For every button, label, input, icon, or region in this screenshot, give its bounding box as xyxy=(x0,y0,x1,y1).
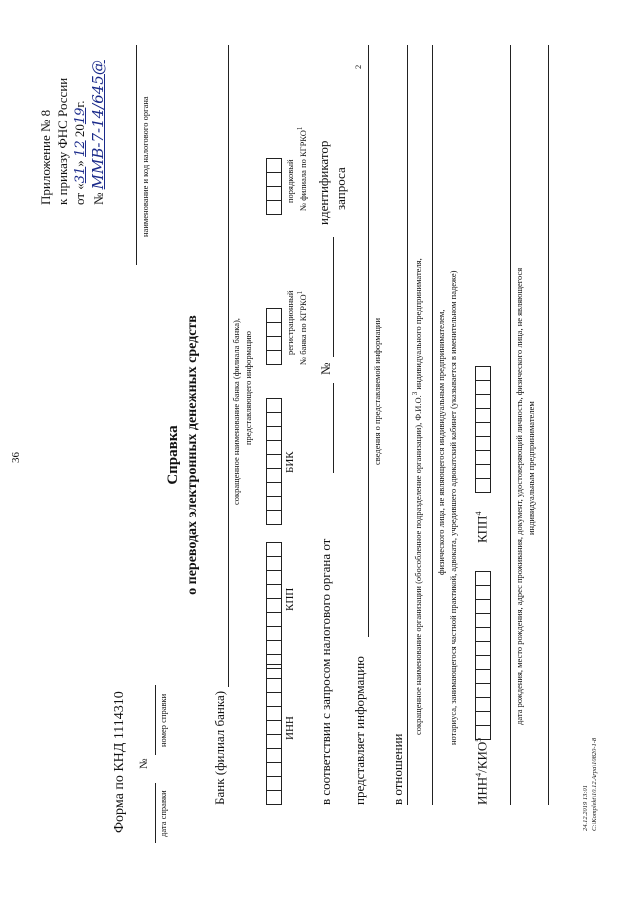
bank-line xyxy=(228,45,229,687)
form-code: Форма по КНД 1114310 xyxy=(112,691,127,833)
tax-authority-caption: наименование и код налогового органа xyxy=(140,96,150,237)
request-text: в соответствии с запросом налогового органа от xyxy=(318,538,333,805)
info-caption: сведения о представляемой информации xyxy=(372,318,382,465)
provides-line xyxy=(368,45,369,637)
branch-number-boxes[interactable] xyxy=(266,159,282,215)
footer-line2: C:\Komplekt\10.12.Arpa\10820-1-8 xyxy=(591,737,598,831)
reg-number-boxes[interactable] xyxy=(266,309,282,365)
appendix-day: 31 xyxy=(73,166,88,184)
appendix-number: № ММВ-7-14/645@ xyxy=(89,60,107,205)
appendix-year: 19 xyxy=(73,107,88,125)
request-number-sign: № xyxy=(318,362,333,375)
cert-date-label: дата справки xyxy=(158,790,168,837)
kpp-label: КПП xyxy=(284,587,296,611)
bank-label: Банк (филиал банка) xyxy=(212,690,227,805)
request-date-line xyxy=(333,383,334,473)
side-number: 2 xyxy=(353,64,363,69)
cert-number-sign: № xyxy=(138,758,150,769)
birth-line xyxy=(510,45,511,805)
appendix-line1: Приложение № 8 xyxy=(38,109,53,205)
person-line xyxy=(432,45,433,805)
tax-authority-line xyxy=(136,45,137,265)
request-id-line1: идентификатор xyxy=(316,140,331,225)
page-number: 36 xyxy=(10,452,22,463)
person-caption-line2: нотариуса, занимающегося частной практикой, адвоката, учредившего адвокатский кабинет (указывается в именительном падеже) xyxy=(448,270,458,745)
cert-number-line xyxy=(155,685,156,755)
appendix-line2: к приказу ФНС России xyxy=(55,77,70,205)
bank-caption-line2: представляющего информацию xyxy=(243,330,253,445)
inn-kio-boxes[interactable] xyxy=(475,572,491,740)
provides-label: представляет информацию xyxy=(352,656,367,805)
person-caption-line1: физического лица, не являющегося индивидуальным предпринимателем, xyxy=(436,309,446,575)
appendix-number-value: ММВ-7-14/645@ xyxy=(89,60,107,190)
page-title: Справка xyxy=(165,425,181,485)
org-caption: сокращенное наименование организации (обособленное подразделение организации), Ф.И.О.$^3$ индивидуального предпринимателя, xyxy=(411,258,423,735)
cert-number-label: номер справки xyxy=(158,693,168,747)
regarding-line xyxy=(407,45,408,805)
bik-label: БИК xyxy=(284,451,296,473)
birth-caption-line2: индивидуальным предпринимателем xyxy=(526,401,536,535)
branch-caption-line2: № филиала по КГРКО$^1$ xyxy=(296,126,308,211)
kpp-boxes[interactable] xyxy=(266,543,282,669)
birth-caption-line1: дата рождения, место рождения, адрес проживания, документ, удостоверяющий личность, физического лица, не являющегося xyxy=(514,267,524,725)
bank-caption-line1: сокращенное наименование банка (филиала банка), xyxy=(231,318,241,505)
reg-caption-line1: регистрационный xyxy=(285,290,295,355)
inn-label: ИНН xyxy=(284,716,296,740)
appendix-month: 12 xyxy=(73,140,88,157)
regarding-label: в отношении xyxy=(390,733,405,805)
bik-boxes[interactable] xyxy=(266,399,282,525)
branch-caption-line1: порядковый xyxy=(285,159,295,203)
appendix-date: от «31» 12 2019г. xyxy=(72,100,88,205)
footer-line1: 24.12.2019 13:01 xyxy=(582,784,589,831)
kpp2-boxes[interactable] xyxy=(475,367,491,493)
kpp2-label: КПП$^4$ xyxy=(474,511,490,543)
inn-kio-label: ИНН$^4$/КИО$^5$ xyxy=(474,737,490,805)
inn-boxes[interactable] xyxy=(266,665,282,805)
request-number-line xyxy=(333,237,334,357)
page-subtitle: о переводах электронных денежных средств xyxy=(185,315,200,595)
request-id-line2: запроса xyxy=(333,167,348,210)
reg-caption-line2: № банка по КГРКО$^1$ xyxy=(296,290,308,365)
cert-date-line xyxy=(155,783,156,843)
bottom-line xyxy=(548,45,549,805)
